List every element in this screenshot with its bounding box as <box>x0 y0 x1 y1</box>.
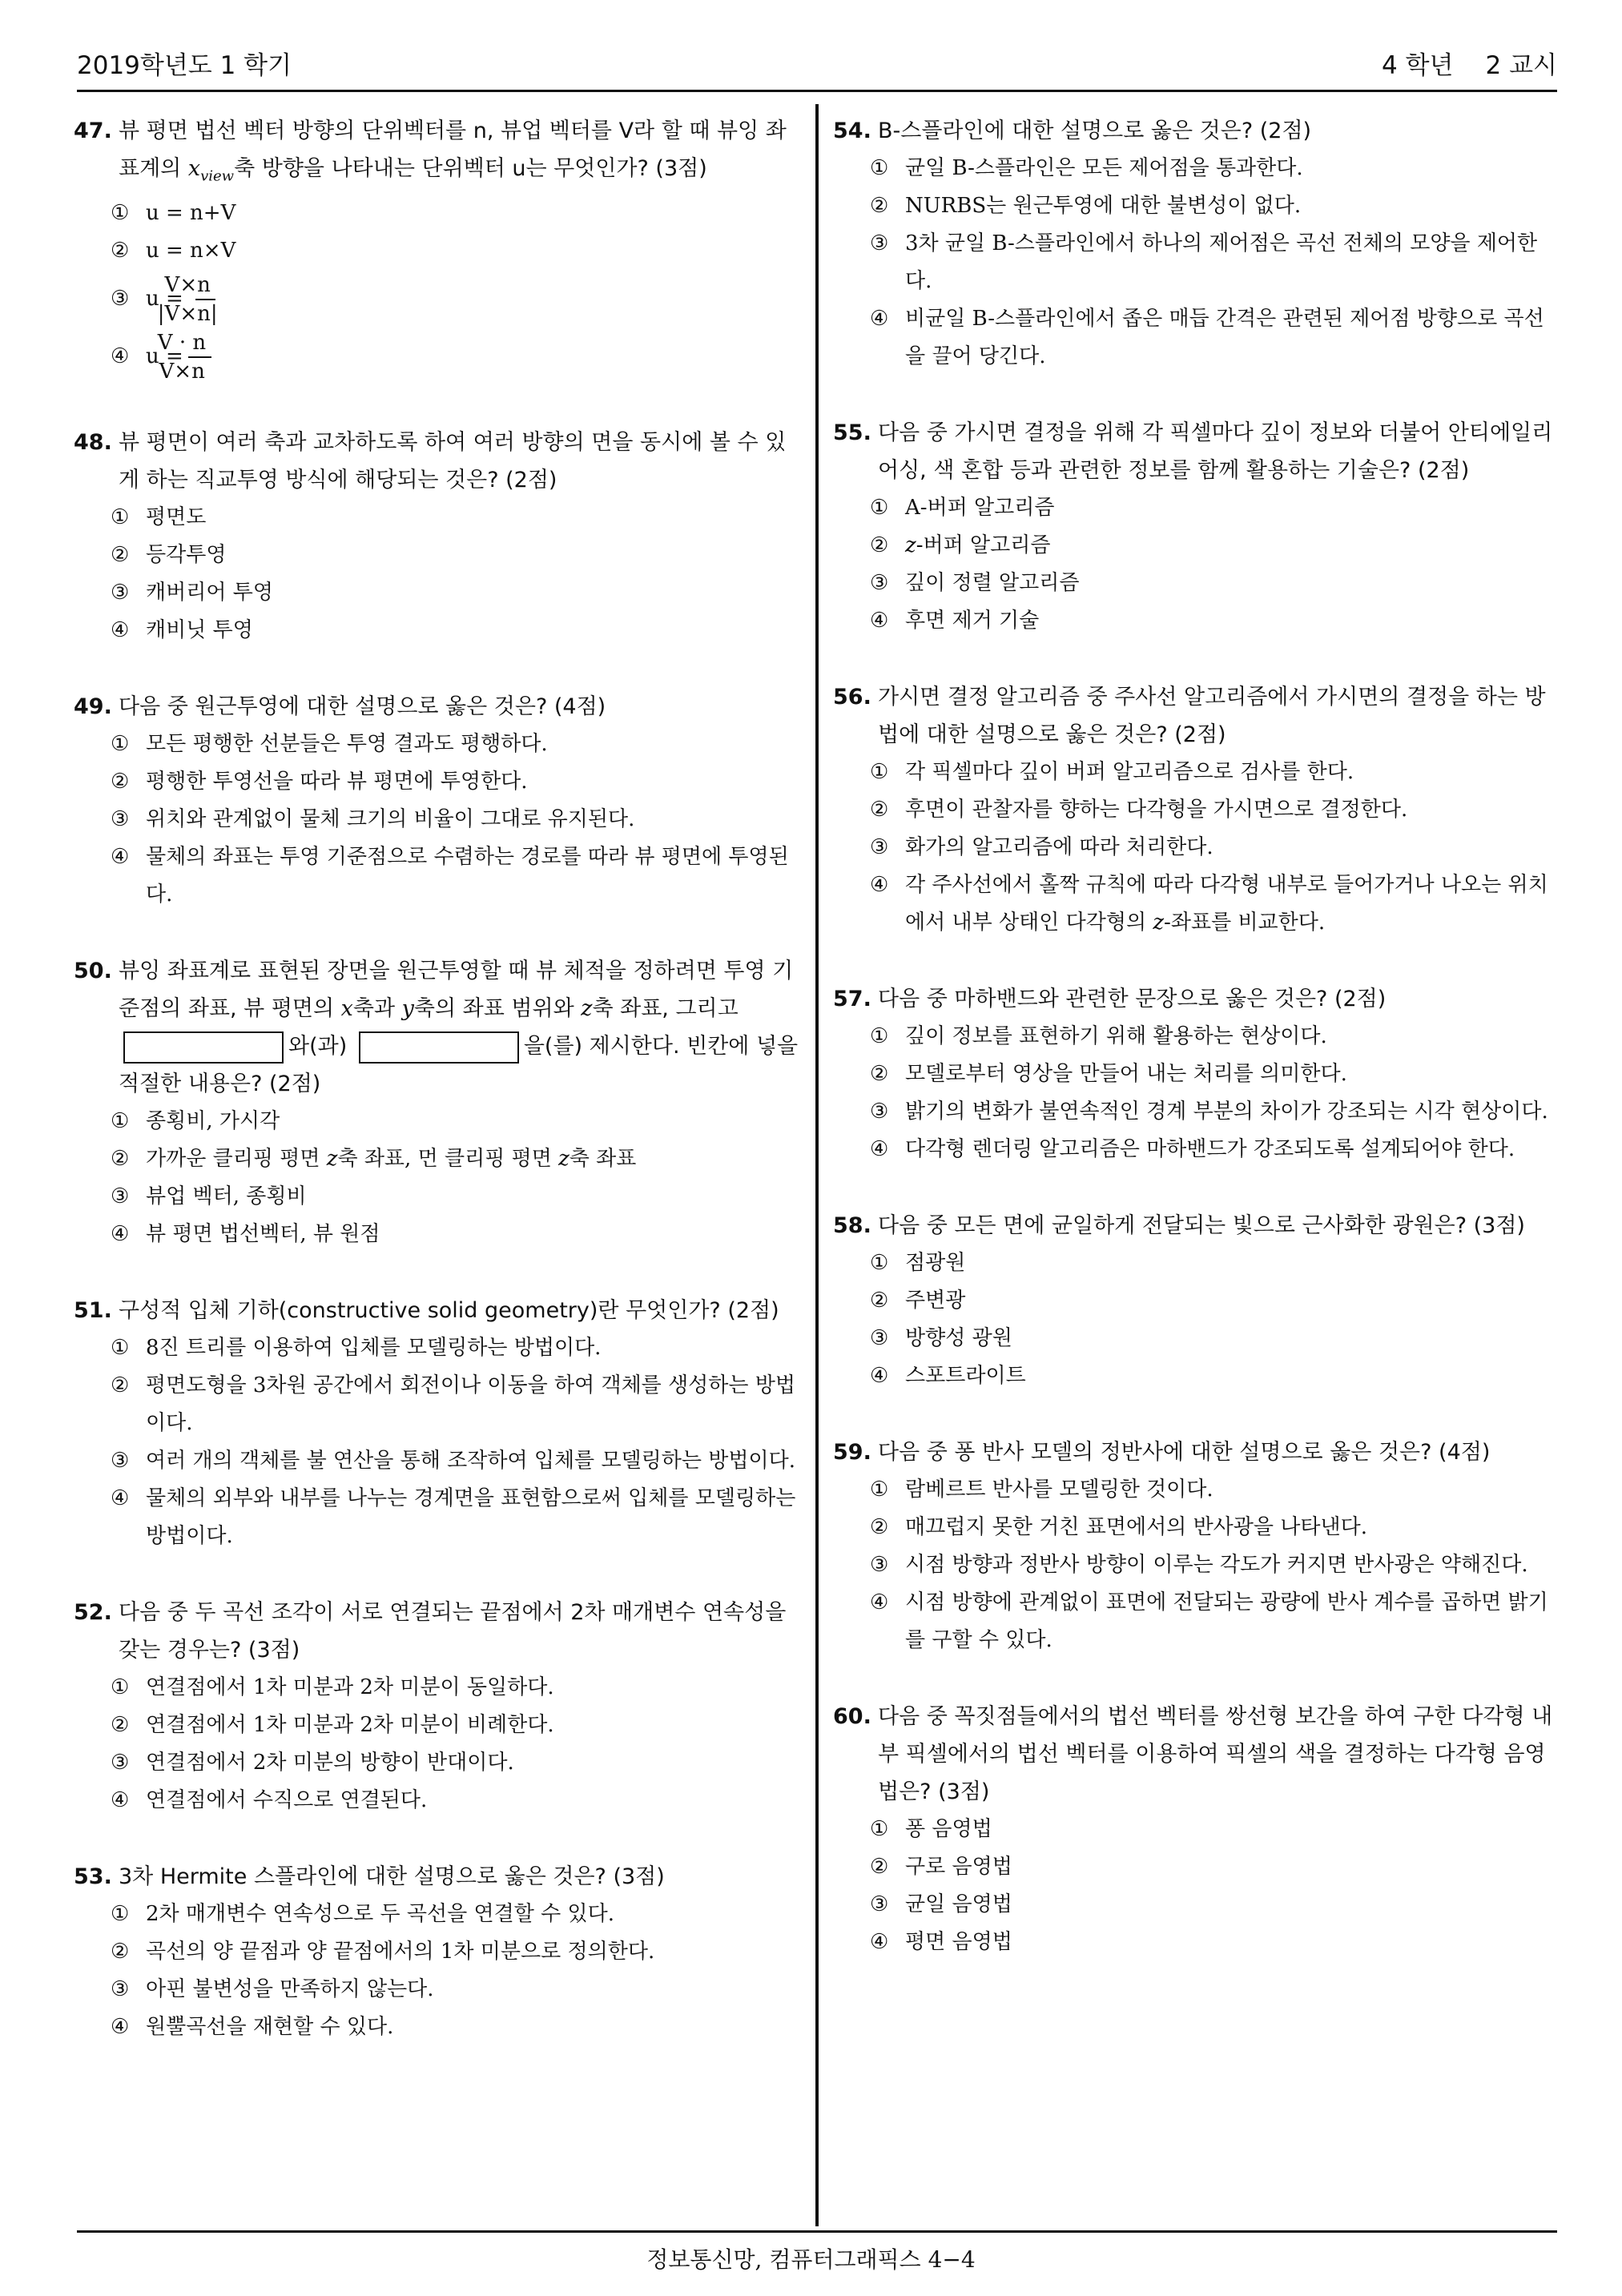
option-1[interactable] <box>833 1018 1562 1056</box>
option-1[interactable] <box>74 499 803 537</box>
option-marker: ② <box>111 1713 130 1738</box>
math-var: z <box>326 1147 338 1172</box>
stem-text: 가시면 결정 알고리즘 중 주사선 알고리즘에서 가시면의 결정을 하는 방법에 대한 설명으로 옳은 것은? (2점) <box>878 685 1546 747</box>
option-text: 각 주사선에서 홀짝 규칙에 따라 다각형 내부로 들어가거나 나오는 위치에서 내부 상태인 다각형의 <box>905 873 1548 935</box>
stem-text: 을(를) 제시한다. 빈칸에 넣을 적절한 내용은? (2점) <box>119 1034 799 1097</box>
question-number: 53. <box>74 1864 112 1890</box>
math-var: x <box>187 156 201 181</box>
question-number: 60. <box>833 1704 871 1729</box>
option-text: 균일 B-스플라인은 모든 제어점을 통과한다. <box>905 156 1303 180</box>
option-text: 등각투영 <box>146 543 227 568</box>
option-text: 후면 제거 기술 <box>905 609 1040 633</box>
option-marker: ③ <box>111 1977 130 2002</box>
option-marker: ① <box>870 156 889 180</box>
option-marker: ④ <box>870 1364 889 1388</box>
option-4[interactable] <box>833 1131 1562 1168</box>
column-divider <box>815 104 819 2226</box>
stem-text: 다음 중 퐁 반사 모델의 정반사에 대한 설명으로 옳은 것은? (4점) <box>878 1440 1491 1465</box>
option-text: 시점 방향에 관계없이 표면에 전달되는 광량에 반사 계수를 곱하면 밝기를 구할 수 있다. <box>905 1590 1548 1652</box>
option-text: 점광원 <box>905 1251 966 1275</box>
question-55 <box>833 414 1562 640</box>
option-2[interactable] <box>74 1707 803 1744</box>
math-var: z <box>558 1147 570 1172</box>
question-stem <box>74 1292 803 1329</box>
stem-text: 뷰 평면이 여러 축과 교차하도록 하여 여러 방향의 면을 동시에 볼 수 있게 하는 직교투영 방식에 해당되는 것은? (2점) <box>119 430 787 493</box>
option-2[interactable] <box>833 1056 1562 1093</box>
option-marker: ② <box>870 1062 889 1086</box>
option-text: 3차 균일 B-스플라인에서 하나의 제어점은 곡선 전체의 모양을 제어한다. <box>905 231 1538 293</box>
fraction-numerator: V×n <box>195 271 215 300</box>
fraction-denominator: V×n <box>159 360 205 384</box>
option-text: 위치와 관계없이 물체 크기의 비율이 그대로 유지된다. <box>146 807 635 832</box>
option-4[interactable] <box>833 867 1562 942</box>
page-footer: 정보통신망, 컴퓨터그래픽스 4−4 <box>646 2246 976 2273</box>
option-4[interactable] <box>74 1480 803 1555</box>
question-number: 57. <box>833 987 871 1011</box>
option-text: 시점 방향과 정반사 방향이 이루는 각도가 커지면 반사광은 약해진다. <box>905 1553 1528 1577</box>
left-column <box>74 112 803 2085</box>
option-marker: ③ <box>870 1553 889 1577</box>
option-text: 주변광 <box>905 1289 966 1313</box>
stem-text: 뷰잉 좌표계로 표현된 장면을 원근투영할 때 뷰 체적을 정하려면 투영 기준점의 좌표, 뷰 평면의 <box>119 959 794 1022</box>
question-48 <box>74 424 803 649</box>
math-subscript: view <box>200 167 235 185</box>
option-3[interactable] <box>833 1320 1562 1357</box>
option-1[interactable] <box>833 1471 1562 1509</box>
page-header <box>77 45 1557 86</box>
option-marker: ② <box>870 1515 889 1539</box>
option-4[interactable] <box>833 300 1562 376</box>
footer-rule <box>77 2230 1557 2233</box>
option-1[interactable] <box>74 1669 803 1707</box>
option-text: 가까운 클리핑 평면 <box>146 1147 327 1172</box>
option-3[interactable] <box>74 801 803 838</box>
option-text: 스포트라이트 <box>905 1364 1026 1388</box>
option-text: 매끄럽지 못한 거친 표면에서의 반사광을 나타낸다. <box>905 1515 1368 1539</box>
fraction-denominator: |V×n| <box>157 302 218 327</box>
option-text: 평행한 투영선을 따라 뷰 평면에 투영한다. <box>146 770 528 794</box>
option-text: u = <box>146 287 183 312</box>
option-2[interactable] <box>833 187 1562 225</box>
option-marker: ① <box>111 732 130 757</box>
option-marker: ④ <box>870 1590 889 1614</box>
option-text: -좌표를 비교한다. <box>1164 911 1326 935</box>
option-text: 축 좌표, 먼 클리핑 평면 <box>337 1147 559 1172</box>
option-marker: ③ <box>111 1449 130 1474</box>
option-text: 모든 평행한 선분들은 투영 결과도 평행하다. <box>146 732 548 757</box>
option-text: 2차 매개변수 연속성으로 두 곡선을 연결할 수 있다. <box>146 1902 614 1927</box>
option-text: 평면도형을 3차원 공간에서 회전이나 이동을 하여 객체를 생성하는 방법이다. <box>146 1373 796 1436</box>
option-text: 퐁 음영법 <box>905 1817 992 1841</box>
option-marker: ① <box>111 505 130 530</box>
option-text: 방향성 광원 <box>905 1326 1012 1350</box>
option-marker: ② <box>111 770 130 794</box>
question-56 <box>833 678 1562 942</box>
option-marker: ② <box>870 1855 889 1879</box>
option-marker: ① <box>111 1902 130 1927</box>
option-text: 비균일 B-스플라인에서 좁은 매듭 간격은 관련된 제어점 방향으로 곡선을 끌어 당긴다. <box>905 307 1544 368</box>
question-stem <box>74 688 803 726</box>
option-text: 모델로부터 영상을 만들어 내는 처리를 의미한다. <box>905 1062 1347 1086</box>
option-marker: ③ <box>870 231 889 255</box>
question-60 <box>833 1698 1562 1961</box>
option-3[interactable] <box>833 1546 1562 1584</box>
option-text: 아핀 불변성을 만족하지 않는다. <box>146 1977 434 2002</box>
option-marker: ② <box>111 543 130 568</box>
option-marker: ④ <box>111 1486 130 1511</box>
stem-text: 3차 Hermite 스플라인에 대한 설명으로 옳은 것은? (3점) <box>119 1864 665 1890</box>
option-marker: ③ <box>870 1100 889 1124</box>
option-marker: ③ <box>111 287 130 312</box>
question-number: 47. <box>74 119 112 143</box>
option-text: 캐비닛 투영 <box>146 618 253 643</box>
option-marker: ① <box>870 1817 889 1841</box>
option-3[interactable] <box>74 574 803 612</box>
option-marker: ① <box>111 201 130 226</box>
option-4[interactable] <box>74 2008 803 2046</box>
option-3[interactable] <box>74 270 803 328</box>
option-marker: ③ <box>870 1326 889 1350</box>
option-1[interactable] <box>74 1329 803 1367</box>
option-text: u = <box>146 344 183 369</box>
question-stem <box>74 424 803 499</box>
right-column <box>833 112 1562 2000</box>
option-text: 캐버리어 투영 <box>146 581 273 605</box>
question-stem <box>74 112 803 195</box>
option-marker: ③ <box>870 835 889 859</box>
question-number: 59. <box>833 1440 871 1465</box>
option-marker: ② <box>111 1940 130 1964</box>
option-3[interactable] <box>833 225 1562 300</box>
option-text: 축 좌표 <box>569 1147 637 1172</box>
option-marker: ① <box>111 1109 130 1134</box>
question-number: 50. <box>74 959 112 984</box>
option-1[interactable] <box>74 195 803 232</box>
question-58 <box>833 1207 1562 1395</box>
question-53 <box>74 1858 803 2046</box>
stem-text: 다음 중 모든 면에 균일하게 전달되는 빛으로 근사화한 광원은? (3점) <box>878 1213 1525 1238</box>
option-marker: ② <box>111 239 130 263</box>
semester-label: 2019학년도 1 학기 <box>77 51 292 80</box>
option-text: 연결점에서 1차 미분과 2차 미분이 동일하다. <box>146 1675 554 1700</box>
question-stem <box>74 952 803 1103</box>
option-text: 균일 음영법 <box>905 1892 1012 1916</box>
option-marker: ① <box>870 760 889 784</box>
question-number: 56. <box>833 685 871 710</box>
option-4[interactable] <box>74 612 803 649</box>
option-marker: ③ <box>870 571 889 595</box>
period-label: 2 교시 <box>1485 51 1557 80</box>
option-3[interactable] <box>833 1886 1562 1924</box>
stem-text: 다음 중 꼭짓점들에서의 법선 벡터를 쌍선형 보간을 하여 구한 다각형 내부 픽셀에서의 법선 벡터를 이용하여 픽셀의 색을 결정하는 다각형 음영법은? (3점) <box>878 1704 1553 1804</box>
option-1[interactable] <box>833 754 1562 791</box>
option-text: 연결점에서 1차 미분과 2차 미분이 비례한다. <box>146 1713 554 1738</box>
question-number: 51. <box>74 1298 112 1324</box>
option-text: 연결점에서 2차 미분의 방향이 반대이다. <box>146 1751 514 1775</box>
question-number: 54. <box>833 119 871 143</box>
stem-text: 축 좌표, 그리고 <box>592 996 739 1022</box>
option-text: u = n+V <box>146 201 236 226</box>
option-text: u = n×V <box>146 239 236 263</box>
option-text: 평면 음영법 <box>905 1930 1012 1954</box>
option-1[interactable] <box>833 1811 1562 1848</box>
option-3[interactable] <box>74 1178 803 1216</box>
question-57 <box>833 980 1562 1168</box>
stem-text: 구성적 입체 기하(constructive solid geometry)란 무엇인가? (2점) <box>119 1298 779 1324</box>
question-stem <box>74 1594 803 1669</box>
option-1[interactable] <box>74 1896 803 1933</box>
option-text: 람베르트 반사를 모델링한 것이다. <box>905 1478 1213 1502</box>
option-text: 화가의 알고리즘에 따라 처리한다. <box>905 835 1213 859</box>
option-1[interactable] <box>833 489 1562 527</box>
option-3[interactable] <box>833 565 1562 602</box>
question-stem <box>833 112 1562 150</box>
option-marker: ④ <box>870 1930 889 1954</box>
option-2[interactable] <box>74 537 803 574</box>
option-4[interactable] <box>833 1924 1562 1961</box>
option-text: 여러 개의 객체를 불 연산을 통해 조작하여 입체를 모델링하는 방법이다. <box>146 1449 796 1474</box>
option-2[interactable] <box>74 763 803 801</box>
option-marker: ④ <box>870 873 889 897</box>
option-text: 각 픽셀마다 깊이 버퍼 알고리즘으로 검사를 한다. <box>905 760 1354 784</box>
option-text: 뷰업 벡터, 종횡비 <box>146 1184 307 1209</box>
option-text: 구로 음영법 <box>905 1855 1012 1879</box>
option-marker: ② <box>870 533 889 557</box>
option-text: 후면이 관찰자를 향하는 다각형을 가시면으로 결정한다. <box>905 798 1408 822</box>
question-stem <box>833 1433 1562 1471</box>
stem-text: 축의 좌표 범위와 <box>413 996 582 1022</box>
option-text: 다각형 렌더링 알고리즘은 마하밴드가 강조되도록 설계되어야 한다. <box>905 1137 1515 1161</box>
option-1[interactable] <box>833 1245 1562 1282</box>
option-marker: ④ <box>870 1137 889 1161</box>
question-51 <box>74 1292 803 1555</box>
option-text: 깊이 정렬 알고리즘 <box>905 571 1080 595</box>
question-stem <box>833 1698 1562 1811</box>
option-2[interactable] <box>74 232 803 270</box>
question-50 <box>74 952 803 1253</box>
question-47 <box>74 112 803 385</box>
question-number: 49. <box>74 694 112 720</box>
stem-text: 와(과) <box>288 1034 354 1060</box>
option-text: 곡선의 양 끝점과 양 끝점에서의 1차 미분으로 정의한다. <box>146 1940 655 1964</box>
option-4[interactable] <box>833 1584 1562 1659</box>
option-text: 뷰 평면 법선벡터, 뷰 원점 <box>146 1222 380 1247</box>
option-2[interactable] <box>833 1282 1562 1320</box>
option-3[interactable] <box>74 1442 803 1480</box>
option-text: 밝기의 변화가 불연속적인 경계 부분의 차이가 강조되는 시각 현상이다. <box>905 1100 1548 1124</box>
option-marker: ③ <box>111 1184 130 1209</box>
option-text: A-버퍼 알고리즘 <box>905 496 1055 520</box>
option-4[interactable] <box>833 602 1562 640</box>
option-text: 물체의 외부와 내부를 나누는 경계면을 표현함으로써 입체를 모델링하는 방법이다. <box>146 1486 796 1549</box>
option-text: 평면도 <box>146 505 207 530</box>
question-number: 52. <box>74 1600 112 1626</box>
answer-blank-2 <box>359 1031 519 1064</box>
option-marker: ① <box>870 496 889 520</box>
option-marker: ① <box>111 1336 130 1361</box>
option-text: 종횡비, 가시각 <box>146 1109 280 1134</box>
option-3[interactable] <box>833 1093 1562 1131</box>
fraction-numerator: V · n <box>188 329 211 358</box>
option-marker: ④ <box>111 2015 130 2040</box>
stem-text: B-스플라인에 대한 설명으로 옳은 것은? (2점) <box>878 119 1312 143</box>
question-49 <box>74 688 803 914</box>
grade-label: 4 학년 <box>1382 51 1454 80</box>
option-3[interactable] <box>74 1971 803 2008</box>
option-text: 원뿔곡선을 재현할 수 있다. <box>146 2015 394 2040</box>
option-marker: ② <box>870 1289 889 1313</box>
option-text: -버퍼 알고리즘 <box>916 533 1051 557</box>
question-number: 48. <box>74 430 112 456</box>
option-text: 8진 트리를 이용하여 입체를 모델링하는 방법이다. <box>146 1336 602 1361</box>
option-4[interactable] <box>833 1357 1562 1395</box>
option-2[interactable] <box>833 791 1562 829</box>
question-number: 55. <box>833 420 871 445</box>
math-var: z <box>1153 911 1165 935</box>
option-marker: ③ <box>111 581 130 605</box>
question-stem <box>833 1207 1562 1245</box>
option-marker: ② <box>111 1373 130 1398</box>
option-4[interactable] <box>74 1216 803 1253</box>
option-1[interactable] <box>74 1103 803 1140</box>
option-marker: ② <box>111 1147 130 1172</box>
option-marker: ① <box>111 1675 130 1700</box>
option-marker: ③ <box>111 807 130 832</box>
option-2[interactable] <box>833 1848 1562 1886</box>
option-1[interactable] <box>833 150 1562 187</box>
option-marker: ③ <box>111 1751 130 1775</box>
question-stem <box>833 414 1562 489</box>
option-marker: ④ <box>870 609 889 633</box>
option-text: NURBS는 원근투영에 대한 불변성이 없다. <box>905 194 1302 218</box>
question-stem <box>833 980 1562 1018</box>
option-4[interactable] <box>74 838 803 914</box>
stem-text: 축 방향을 나타내는 단위벡터 u는 무엇인가? (3점) <box>234 156 707 181</box>
stem-text: 뷰 평면 법선 벡터 방향의 단위벡터를 n, 뷰업 벡터를 V라 할 때 뷰잉 좌표계의 <box>119 119 787 181</box>
stem-text: 다음 중 두 곡선 조각이 서로 연결되는 끝점에서 2차 매개변수 연속성을 갖는 경우는? (3점) <box>119 1600 787 1663</box>
option-2[interactable] <box>74 1933 803 1971</box>
question-stem <box>833 678 1562 754</box>
stem-text: 다음 중 가시면 결정을 위해 각 픽셀마다 깊이 정보와 더불어 안티에일리어싱, 색 혼합 등과 관련한 정보를 함께 활용하는 기술은? (2점) <box>878 420 1553 483</box>
option-2[interactable] <box>74 1140 803 1178</box>
option-text: 연결점에서 수직으로 연결된다. <box>146 1788 428 1813</box>
option-marker: ③ <box>870 1892 889 1916</box>
option-marker: ④ <box>111 1222 130 1247</box>
question-54 <box>833 112 1562 376</box>
stem-text: 축과 <box>352 996 402 1022</box>
option-marker: ④ <box>111 344 130 369</box>
question-59 <box>833 1433 1562 1659</box>
math-var: z <box>581 996 593 1022</box>
question-stem <box>74 1858 803 1896</box>
math-var: y <box>401 996 414 1022</box>
grade-period <box>1382 45 1557 86</box>
option-text: 물체의 좌표는 투영 기준점으로 수렴하는 경로를 따라 뷰 평면에 투영된다. <box>146 845 789 907</box>
option-text: 깊이 정보를 표현하기 위해 활용하는 현상이다. <box>905 1024 1327 1048</box>
question-52 <box>74 1594 803 1820</box>
option-marker: ② <box>870 194 889 218</box>
math-var: z <box>905 533 916 557</box>
option-4[interactable] <box>74 328 803 385</box>
option-2[interactable] <box>833 527 1562 565</box>
option-marker: ④ <box>870 307 889 331</box>
option-3[interactable] <box>74 1744 803 1782</box>
option-marker: ① <box>870 1478 889 1502</box>
stem-text: 다음 중 마하밴드와 관련한 문장으로 옳은 것은? (2점) <box>878 987 1387 1011</box>
option-4[interactable] <box>74 1782 803 1820</box>
option-marker: ④ <box>111 1788 130 1813</box>
option-2[interactable] <box>833 1509 1562 1546</box>
question-number: 58. <box>833 1213 871 1238</box>
math-var: x <box>340 996 353 1022</box>
option-1[interactable] <box>74 726 803 763</box>
option-marker: ① <box>870 1024 889 1048</box>
stem-text: 다음 중 원근투영에 대한 설명으로 옳은 것은? (4점) <box>119 694 606 720</box>
option-3[interactable] <box>833 829 1562 867</box>
option-marker: ① <box>870 1251 889 1275</box>
option-marker: ② <box>870 798 889 822</box>
option-2[interactable] <box>74 1367 803 1442</box>
answer-blank-1 <box>123 1031 284 1064</box>
option-marker: ④ <box>111 845 130 870</box>
option-marker: ④ <box>111 618 130 643</box>
header-rule <box>77 90 1557 92</box>
